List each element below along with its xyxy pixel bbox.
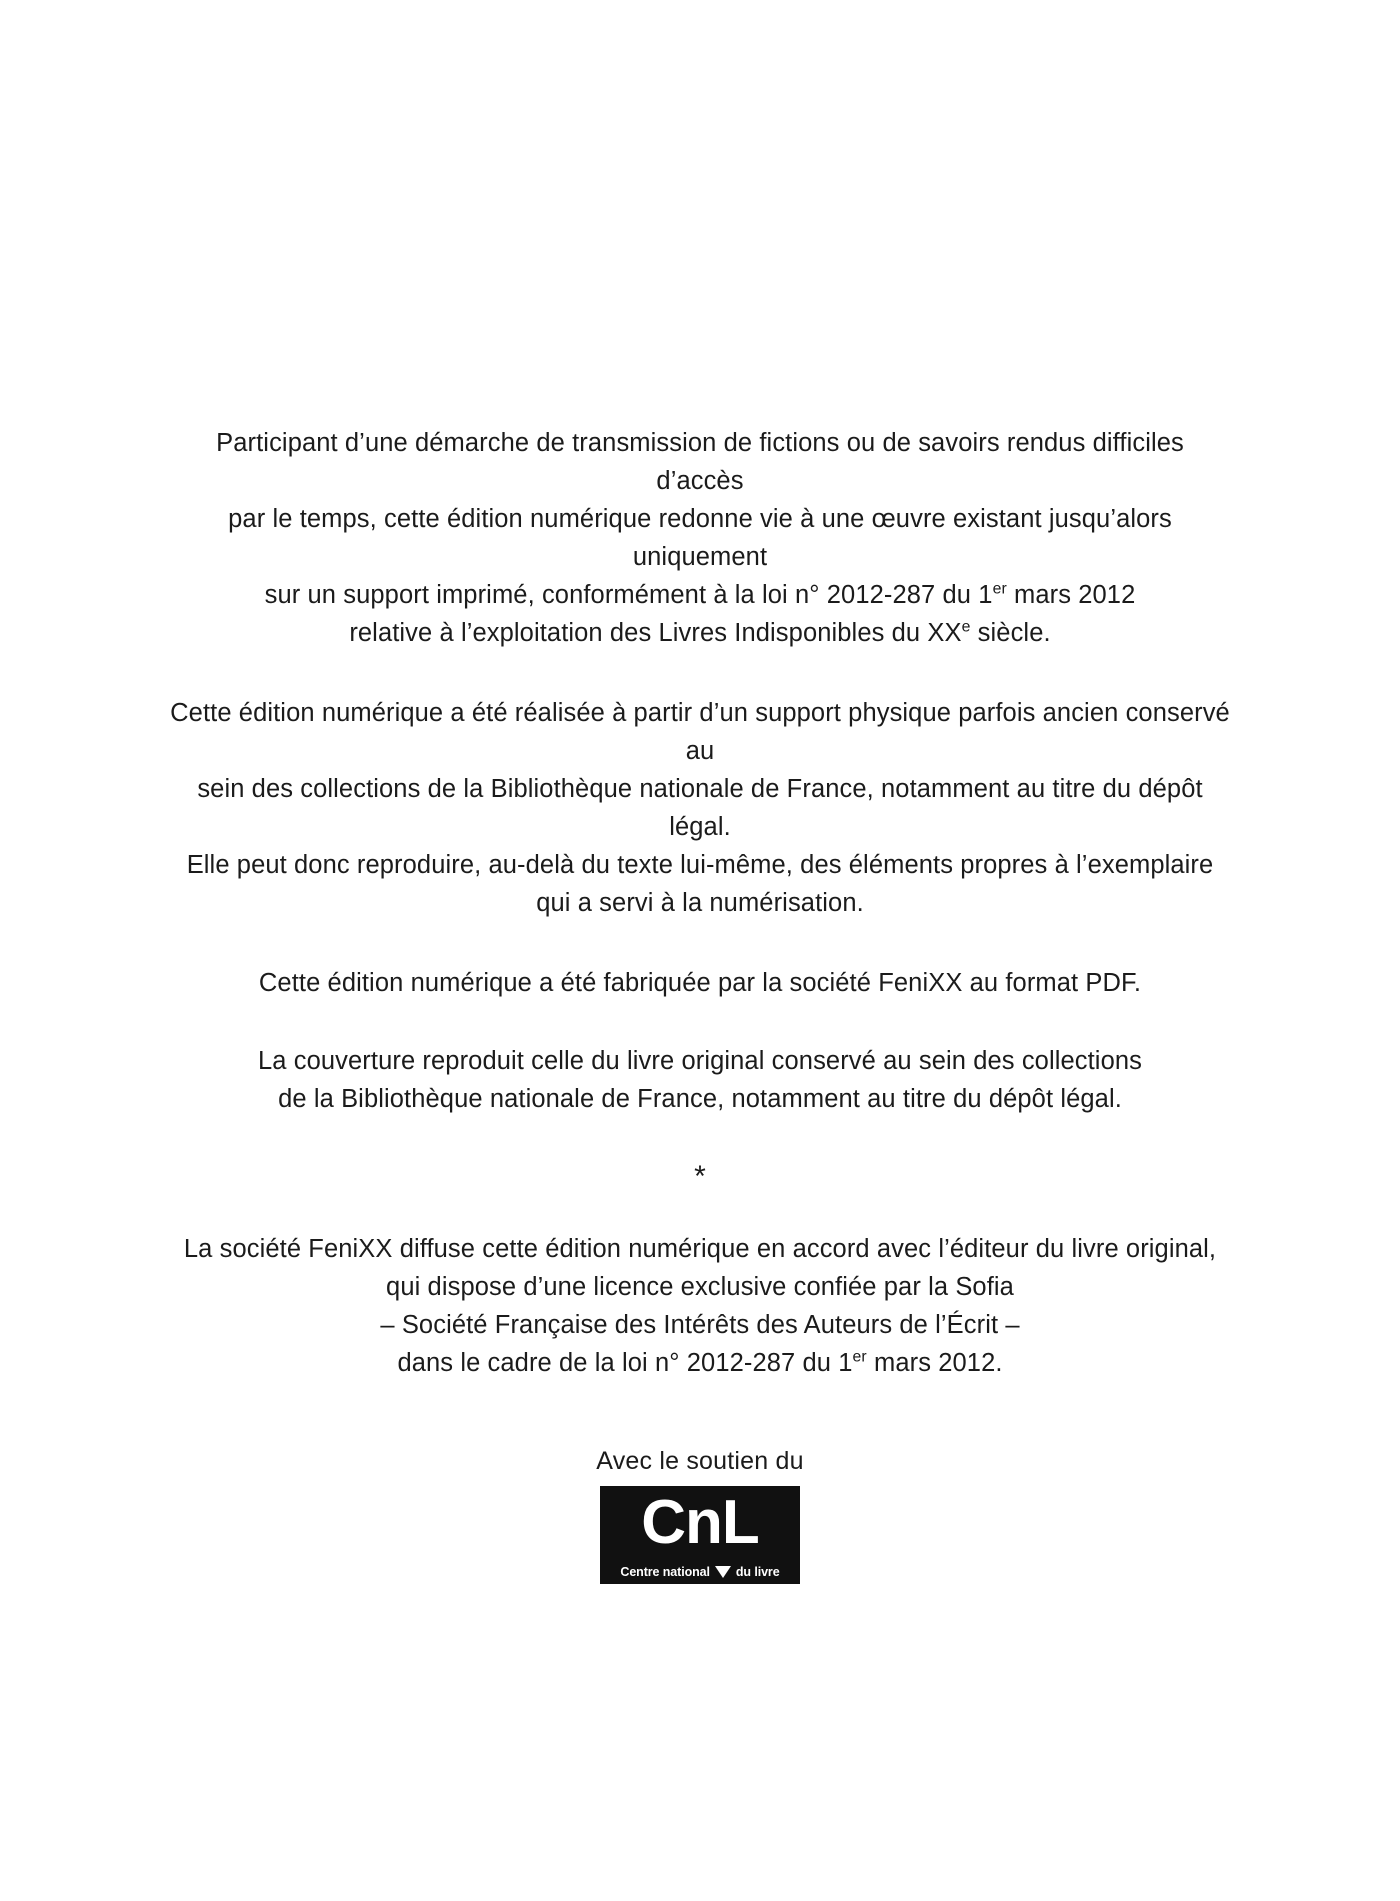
cnl-logo [600,1486,800,1584]
line-text: Participant d’une démarche de transmission de fictions ou de savoirs rendus difficiles d’accès [216,429,1184,495]
line-text: Cette édition numérique a été réalisée à partir d’un support physique parfois ancien conservé au [170,699,1230,765]
cnl-logo-subtitle [600,1565,800,1579]
line-text: qui dispose d’une licence exclusive confiée par la Sofia [386,1273,1014,1301]
line-text: par le temps, cette édition numérique redonne vie à une œuvre existant jusqu’alors uniquement [228,505,1172,571]
cnl-subtitle-left: Centre national [620,1565,710,1579]
superscript-century: e [961,618,971,636]
paragraph-source-notice [170,694,1230,922]
superscript-ordinal: er [992,580,1007,598]
support-block [596,1446,803,1584]
line-text: dans le cadre de la loi n° 2012-287 du 1er mars 2012. [397,1348,1003,1377]
support-caption: Avec le soutien du [596,1447,804,1475]
paragraph-cover-notice [170,1042,1230,1118]
paragraph-transmission-notice [170,424,1230,652]
paragraph-manufacturer-notice [170,964,1230,1002]
paragraph-distribution-notice [170,1230,1230,1382]
cnl-subtitle-right: du livre [735,1565,780,1579]
asterisk-separator: * [694,1160,706,1193]
line-text: qui a servi à la numérisation. [536,889,864,917]
line-text: sur un support imprimé, conformément à la loi n° 2012-287 du 1er mars 2012 [264,580,1136,609]
line-text: – Société Française des Intérêts des Auteurs de l’Écrit – [380,1311,1020,1339]
line-text: relative à l’exploitation des Livres Indisponibles du XXe siècle. [349,618,1051,647]
line-text: de la Bibliothèque nationale de France, notamment au titre du dépôt légal. [278,1085,1122,1113]
line-text: Elle peut donc reproduire, au-delà du texte lui-même, des éléments propres à l’exemplaire [186,851,1214,879]
line-text: La société FeniXX diffuse cette édition numérique en accord avec l’éditeur du livre original, [183,1235,1217,1263]
superscript-ordinal: er [852,1348,867,1366]
triangle-icon [715,1566,731,1578]
cnl-logo-letters: CnL [641,1488,759,1557]
line-text: sein des collections de la Bibliothèque nationale de France, notamment au titre du dépôt légal. [197,775,1203,841]
line-text: La couverture reproduit celle du livre original conservé au sein des collections [258,1047,1142,1075]
line-text: Cette édition numérique a été fabriquée par la société FeniXX au format PDF. [258,969,1142,997]
